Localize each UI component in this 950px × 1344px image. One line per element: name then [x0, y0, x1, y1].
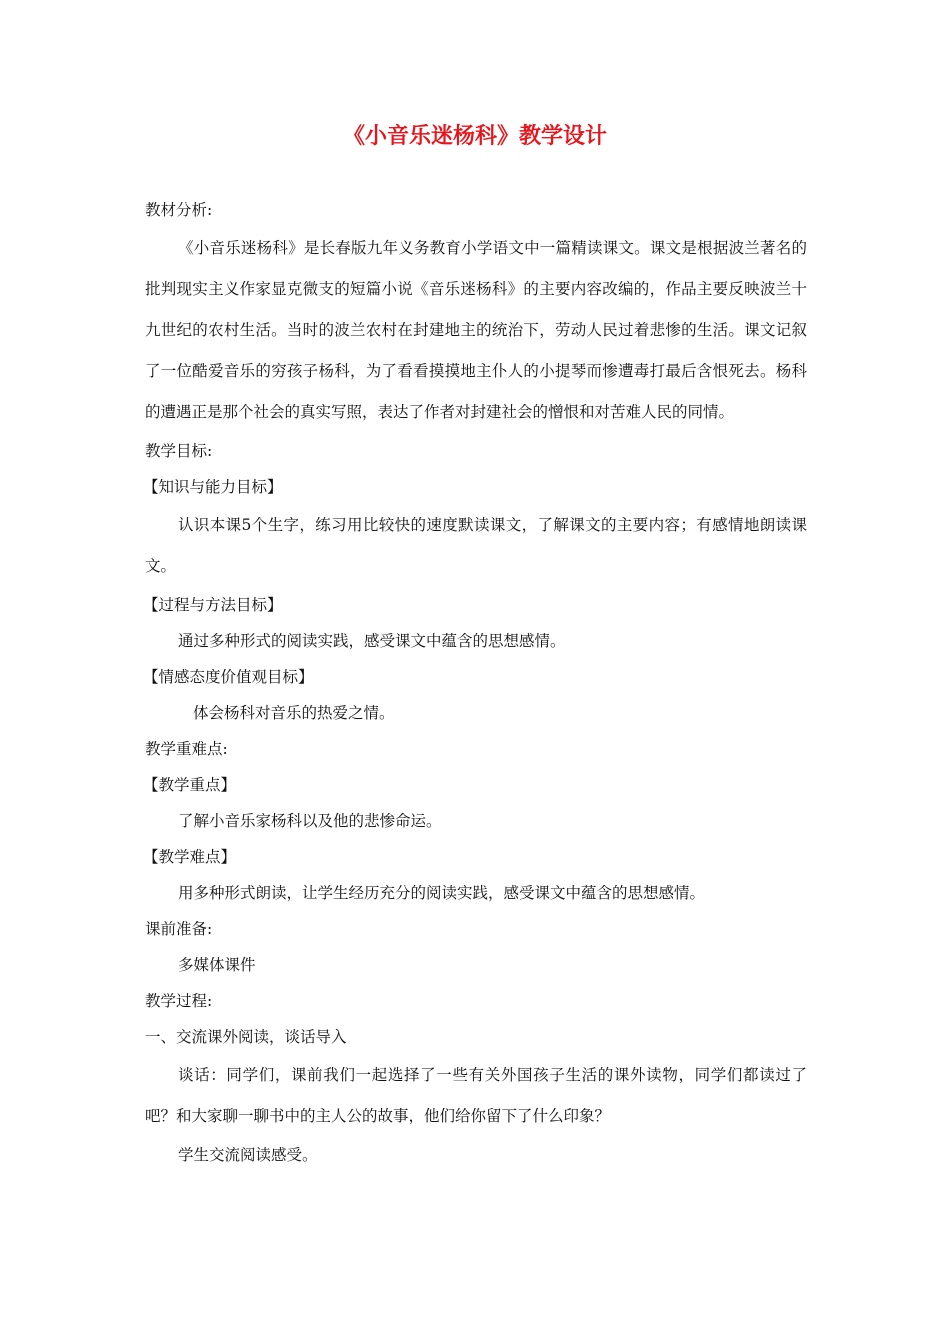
- process-goal-paragraph: 通过多种形式的阅读实践，感受课文中蕴含的思想感情。: [178, 632, 566, 650]
- emotion-goal-paragraph: 体会杨科对音乐的热爱之情。: [193, 704, 395, 722]
- material-heading: 教材分析:: [145, 201, 213, 219]
- step1-heading: 一、交流课外阅读，谈话导入: [145, 1028, 347, 1046]
- procedure-heading: 教学过程:: [145, 992, 213, 1010]
- difficulty-paragraph: 用多种形式朗读，让学生经历充分的阅读实践，感受课文中蕴含的思想感情。: [178, 884, 706, 902]
- knowledge-goal-heading: 【知识与能力目标】: [143, 478, 283, 496]
- emotion-goal-heading: 【情感态度价值观目标】: [143, 668, 314, 686]
- difficulty-heading: 【教学难点】: [143, 848, 237, 866]
- focus-paragraph: 了解小音乐家杨科以及他的悲惨命运。: [178, 812, 442, 830]
- focus-heading: 【教学重点】: [143, 776, 237, 794]
- process-goal-heading: 【过程与方法目标】: [143, 596, 283, 614]
- keypoints-heading: 教学重难点:: [145, 740, 228, 758]
- prep-heading: 课前准备:: [145, 920, 213, 938]
- material-paragraph: 《小音乐迷杨科》是长春版九年义务教育小学语文中一篇精读课文。课文是根据波兰著名的批判现实主义作家显克微支的短篇小说《音乐迷杨科》的主要内容改编的，作品主要反映波兰十九世纪的农村生活。当时的波兰农村在封建地主的统治下，劳动人民过着悲惨的生活。课文记叙了一位酷爱音乐的穷孩子杨科，为了看看摸摸地主仆人的小提琴而惨遭毒打最后含恨死去。杨科的遭遇正是那个社会的真实写照，表达了作者对封建社会的憎恨和对苦难人民的同情。: [145, 239, 807, 421]
- document-title: 《小音乐迷杨科》教学设计: [342, 124, 607, 149]
- prep-paragraph: 多媒体课件: [178, 956, 256, 974]
- step1-student-paragraph: 学生交流阅读感受。: [178, 1146, 318, 1164]
- knowledge-goal-paragraph: 认识本课5个生字，练习用比较快的速度默读课文，了解课文的主要内容；有感情地朗读课文。: [145, 516, 807, 575]
- goals-heading: 教学目标:: [145, 442, 213, 460]
- document-body: [145, 192, 807, 1173]
- step1-talk-paragraph: 谈话：同学们，课前我们一起选择了一些有关外国孩子生活的课外读物，同学们都读过了吧？和大家聊一聊书中的主人公的故事，他们给你留下了什么印象？: [145, 1066, 807, 1125]
